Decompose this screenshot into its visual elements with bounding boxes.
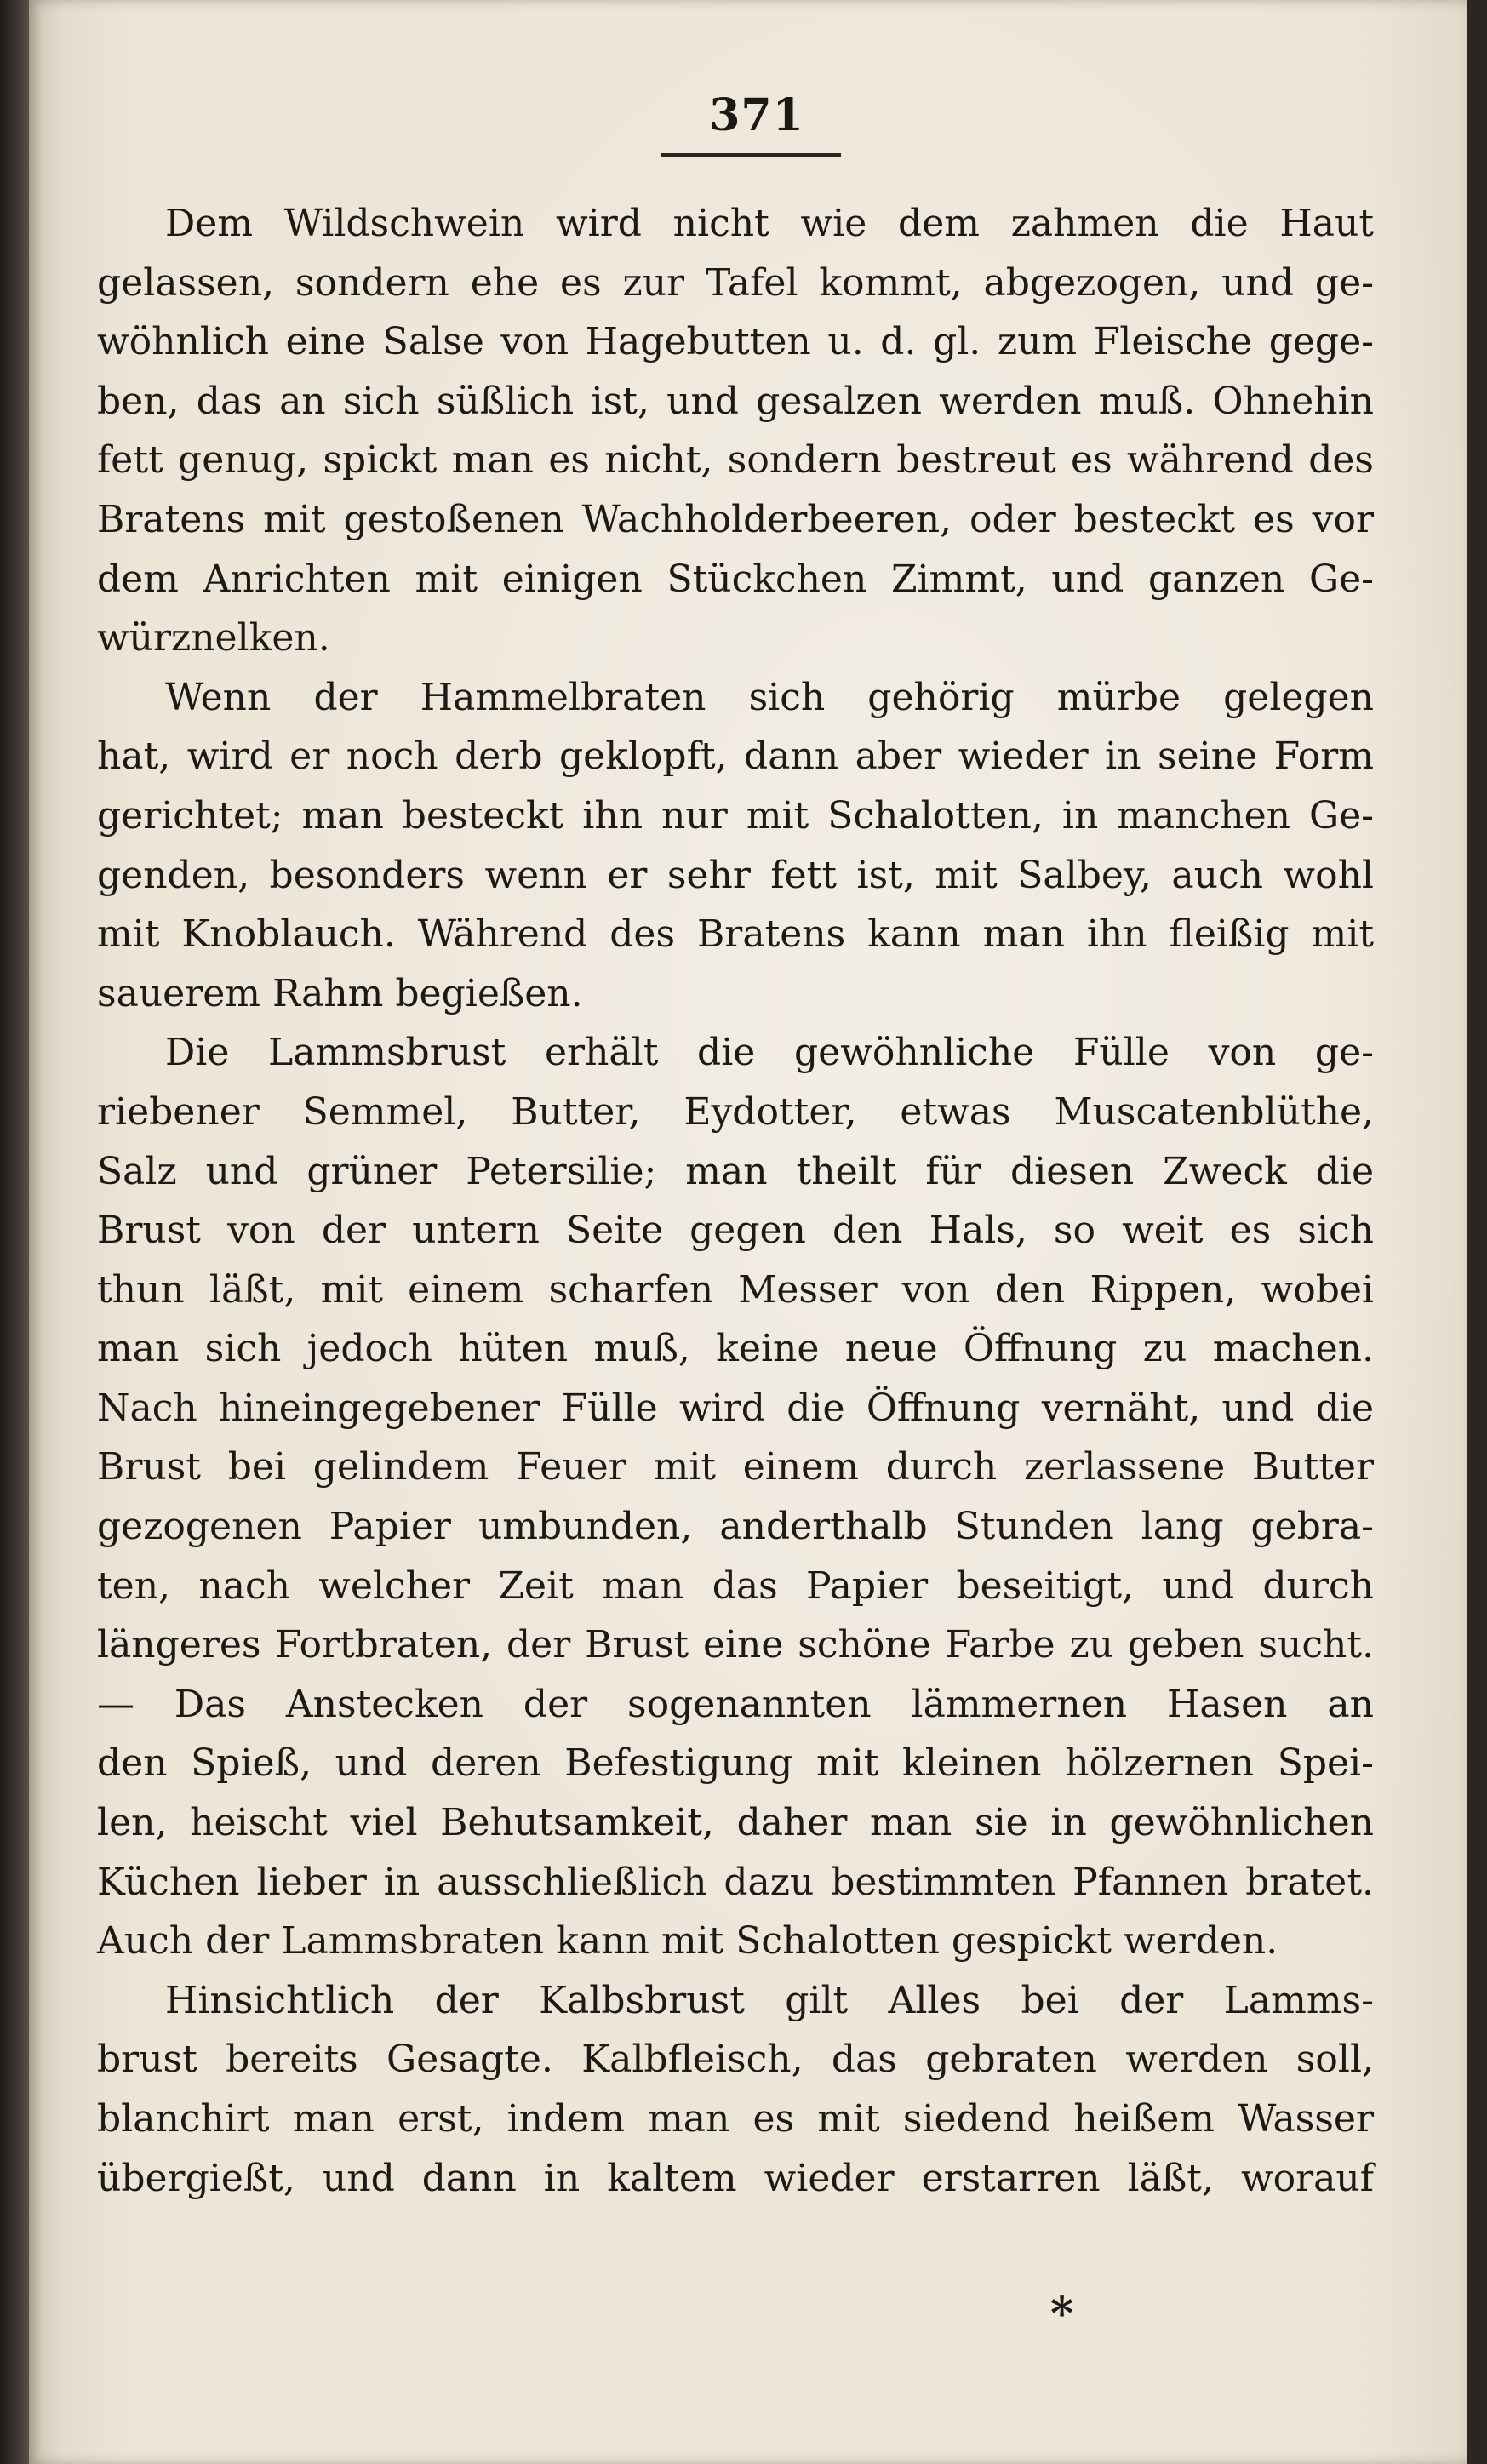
text-line: übergießt, und dann in kaltem wieder erstarren läßt, worauf <box>97 2156 1374 2200</box>
text-line: brust bereits Gesagte. Kalbfleisch, das gebraten werden soll, <box>97 2038 1374 2082</box>
text-line: genden, besonders wenn er sehr fett ist, mit Salbey, auch wohl <box>97 853 1374 897</box>
text-line: ten, nach welcher Zeit man das Papier beseitigt, und durch <box>97 1564 1374 1608</box>
text-line: Die Lammsbrust erhält die gewöhnliche Fülle von ge- <box>165 1031 1374 1075</box>
text-line: Dem Wildschwein wird nicht wie dem zahmen die Haut <box>165 202 1374 245</box>
text-line: Küchen lieber in ausschließlich dazu bestimmten Pfannen bratet. <box>97 1860 1374 1904</box>
text-line: blanchirt man erst, indem man es mit siedend heißem Wasser <box>97 2097 1374 2141</box>
page-number: 371 <box>709 89 804 141</box>
signature-mark: * <box>1050 2288 1074 2340</box>
text-line: mit Knoblauch. Während des Bratens kann man ihn fleißig mit <box>97 912 1374 957</box>
page-number-rule <box>661 153 841 157</box>
text-line: gelassen, sondern ehe es zur Tafel kommt, abgezogen, und ge- <box>97 260 1374 305</box>
text-line: hat, wird er noch derb geklopft, dann aber wieder in seine Form <box>97 735 1374 779</box>
binding-edge <box>0 0 29 2464</box>
text-line: Nach hineingegebener Fülle wird die Öffnung vernäht, und die <box>97 1386 1374 1430</box>
text-line: sauerem Rahm begießen. <box>97 971 583 1015</box>
text-line: längeres Fortbraten, der Brust eine schöne Farbe zu geben sucht. <box>97 1623 1374 1667</box>
text-line: — Das Anstecken der sogenannten lämmernen Hasen an <box>97 1682 1374 1726</box>
text-line: thun läßt, mit einem scharfen Messer von den Rippen, wobei <box>97 1267 1374 1312</box>
page-paper <box>29 0 1467 2464</box>
text-line: gerichtet; man besteckt ihn nur mit Schalotten, in manchen Ge- <box>97 793 1374 838</box>
text-line: fett genug, spickt man es nicht, sondern bestreut es während des <box>97 438 1374 483</box>
text-line: Brust bei gelindem Feuer mit einem durch zerlassene Butter <box>97 1445 1374 1489</box>
text-line: riebener Semmel, Butter, Eydotter, etwas Muscatenblüthe, <box>97 1089 1374 1134</box>
text-line: man sich jedoch hüten muß, keine neue Öffnung zu machen. <box>97 1327 1374 1371</box>
text-line: gezogenen Papier umbunden, anderthalb Stunden lang gebra- <box>97 1505 1374 1549</box>
text-line: dem Anrichten mit einigen Stückchen Zimmt, und ganzen Ge- <box>97 557 1374 601</box>
text-line: würznelken. <box>97 616 330 660</box>
body-text <box>97 194 1374 2208</box>
text-line: Auch der Lammsbraten kann mit Schalotten gespickt werden. <box>97 1919 1278 1964</box>
text-line: Bratens mit gestoßenen Wachholderbeeren, oder besteckt es vor <box>97 497 1374 541</box>
text-line: Brust von der untern Seite gegen den Hals, so weit es sich <box>97 1209 1374 1253</box>
text-line: len, heischt viel Behutsamkeit, daher man sie in gewöhnlichen <box>97 1801 1374 1845</box>
text-line: Wenn der Hammelbraten sich gehörig mürbe gelegen <box>165 675 1374 719</box>
text-line: Hinsichtlich der Kalbsbrust gilt Alles bei der Lamms- <box>165 1978 1374 2022</box>
text-line: ben, das an sich süßlich ist, und gesalzen werden muß. Ohnehin <box>97 379 1374 423</box>
text-line: den Spieß, und deren Befestigung mit kleinen hölzernen Spei- <box>97 1741 1374 1786</box>
text-line: Salz und grüner Petersilie; man theilt für diesen Zweck die <box>97 1149 1374 1193</box>
text-line: wöhnlich eine Salse von Hagebutten u. d. gl. zum Fleische gege- <box>97 320 1374 364</box>
